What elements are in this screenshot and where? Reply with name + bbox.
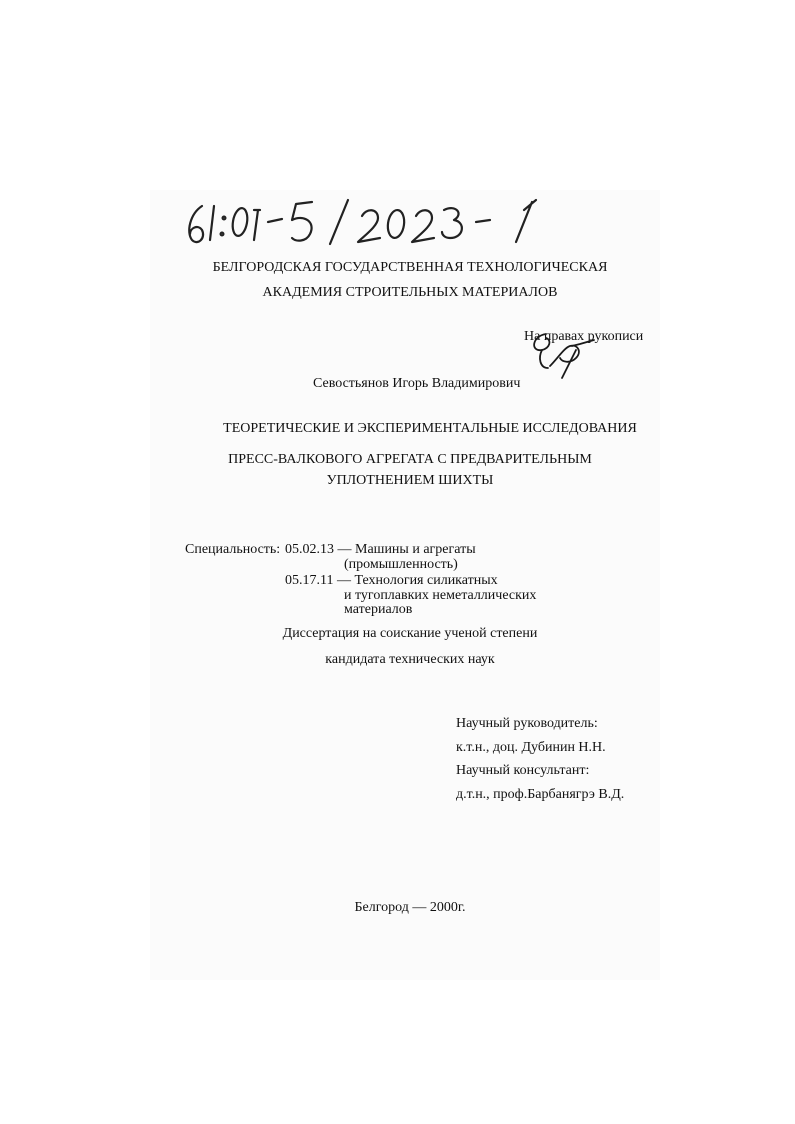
- specialty-2-line-1: 05.17.11 — Технология силикатных: [285, 573, 498, 588]
- specialty-2-line-3: материалов: [344, 602, 413, 617]
- degree-line-2: кандидата технических наук: [325, 652, 495, 667]
- title-line-3: УПЛОТНЕНИЕМ ШИХТЫ: [326, 473, 494, 488]
- institution-line-1: БЕЛГОРОДСКАЯ ГОСУДАРСТВЕННАЯ ТЕХНОЛОГИЧЕСКАЯ: [212, 260, 608, 275]
- institution-line-2: АКАДЕМИЯ СТРОИТЕЛЬНЫХ МАТЕРИАЛОВ: [262, 285, 558, 300]
- supervisor-label: Научный руководитель:: [456, 716, 598, 731]
- consultant-name: д.т.н., проф.Барбанягрэ В.Д.: [456, 787, 625, 802]
- handwritten-archive-code: [180, 192, 560, 252]
- manuscript-note: На правах рукописи: [524, 329, 644, 344]
- city-year-footer: Белгород — 2000г.: [354, 900, 466, 915]
- consultant-label: Научный консультант:: [456, 763, 590, 778]
- specialty-label: Специальность:: [185, 542, 281, 557]
- specialty-2-line-2: и тугоплавких неметаллических: [344, 588, 537, 603]
- title-line-1: ТЕОРЕТИЧЕСКИЕ И ЭКСПЕРИМЕНТАЛЬНЫЕ ИССЛЕДОВАНИЯ: [223, 421, 637, 436]
- signature: [520, 328, 600, 380]
- title-line-2: ПРЕСС-ВАЛКОВОГО АГРЕГАТА С ПРЕДВАРИТЕЛЬНЫМ: [228, 452, 592, 467]
- author-name: Севостьянов Игорь Владимирович: [313, 376, 521, 391]
- degree-line-1: Диссертация на соискание ученой степени: [282, 626, 538, 641]
- supervisor-name: к.т.н., доц. Дубинин Н.Н.: [456, 740, 606, 755]
- specialty-1-line-1: 05.02.13 — Машины и агрегаты: [285, 542, 476, 557]
- specialty-1-line-2: (промышленность): [344, 557, 458, 572]
